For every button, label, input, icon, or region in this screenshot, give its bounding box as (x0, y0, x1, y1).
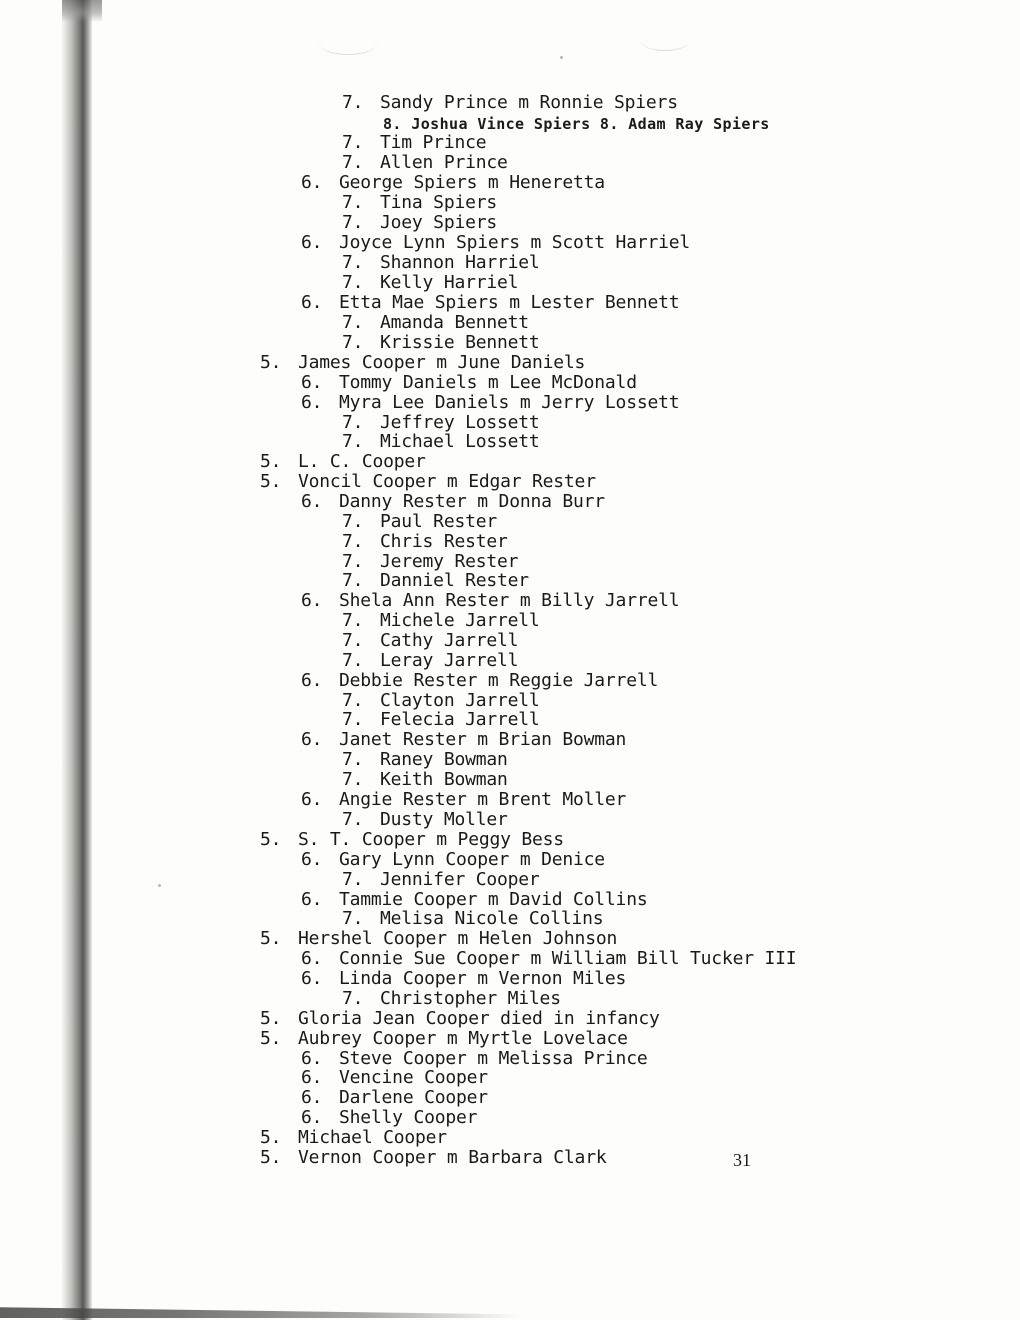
entry-text: Shannon Harriel (380, 252, 540, 273)
generation-number: 7. (342, 332, 364, 353)
generation-number: 7. (342, 908, 364, 929)
entry-text: Vencine Cooper (339, 1067, 488, 1088)
list-item (260, 1029, 628, 1049)
generation-number: 5. (260, 1028, 282, 1049)
list-item (342, 770, 508, 790)
list-item (301, 1068, 488, 1088)
generation-number: 7. (342, 192, 364, 213)
generation-number: 7. (342, 431, 364, 452)
entry-text: Janet Rester m Brian Bowman (339, 729, 627, 750)
generation-number: 7. (342, 749, 364, 770)
list-item (260, 830, 564, 850)
list-item (301, 850, 605, 870)
list-item (342, 552, 518, 572)
generation-number: 6. (301, 849, 323, 870)
generation-number: 7. (342, 650, 364, 671)
scan-speck (158, 884, 161, 887)
list-item (342, 710, 540, 730)
entry-text: Linda Cooper m Vernon Miles (339, 968, 627, 989)
list-item (342, 909, 603, 929)
scan-mark (640, 30, 690, 51)
generation-number: 5. (260, 471, 282, 492)
entry-text: Myra Lee Daniels m Jerry Lossett (339, 392, 680, 413)
list-item (342, 611, 540, 631)
list-item (342, 333, 540, 353)
entry-text: Danny Rester m Donna Burr (339, 491, 605, 512)
generation-number: 7. (342, 132, 364, 153)
generation-number: 7. (342, 312, 364, 333)
entry-text: Angie Rester m Brent Moller (339, 789, 627, 810)
list-item (260, 452, 426, 472)
list-item (260, 929, 617, 949)
generation-number: 7. (342, 769, 364, 790)
entry-text: Gloria Jean Cooper died in infancy (298, 1008, 660, 1029)
entry-text: Felecia Jarrell (380, 709, 540, 730)
generation-number: 7. (342, 511, 364, 532)
entry-text: Vernon Cooper m Barbara Clark (298, 1147, 607, 1168)
entry-text: Shelly Cooper (339, 1107, 478, 1128)
entry-text: Joshua Vince Spiers 8. Adam Ray Spiers (411, 115, 770, 133)
list-item (301, 293, 679, 313)
entry-text: Jeremy Rester (380, 551, 519, 572)
generation-number: 7. (342, 809, 364, 830)
list-item (301, 1108, 477, 1128)
generation-number: 6. (301, 232, 323, 253)
generation-number: 7. (342, 610, 364, 631)
list-item (301, 949, 796, 969)
generation-number: 6. (301, 1048, 323, 1069)
generation-number: 7. (342, 630, 364, 651)
generation-number: 7. (342, 551, 364, 572)
entry-text: Raney Bowman (380, 749, 508, 770)
list-item (342, 133, 486, 153)
list-item (301, 1088, 488, 1108)
list-item (301, 790, 626, 810)
list-item (342, 571, 529, 591)
generation-number: 8. (383, 115, 402, 133)
generation-number: 6. (301, 172, 323, 193)
list-item (342, 512, 497, 532)
entry-text: Dusty Moller (380, 809, 508, 830)
entry-text: Hershel Cooper m Helen Johnson (298, 928, 618, 949)
generation-number: 7. (342, 709, 364, 730)
generation-number: 5. (260, 928, 282, 949)
entry-text: Melisa Nicole Collins (380, 908, 604, 929)
entry-text: Krissie Bennett (380, 332, 540, 353)
entry-text: Joey Spiers (380, 212, 498, 233)
page-number: 31 (733, 1150, 751, 1170)
binding-shadow-top (62, 0, 102, 22)
generation-number: 6. (301, 372, 323, 393)
generation-number: 6. (301, 789, 323, 810)
list-item (342, 313, 529, 333)
generation-number: 7. (342, 152, 364, 173)
entry-text: S. T. Cooper m Peggy Bess (298, 829, 564, 850)
generation-number: 5. (260, 829, 282, 850)
list-item (342, 193, 497, 213)
entry-text: Aubrey Cooper m Myrtle Lovelace (298, 1028, 628, 1049)
entry-text: Cathy Jarrell (380, 630, 519, 651)
entry-text: Michele Jarrell (380, 610, 540, 631)
generation-number: 7. (342, 869, 364, 890)
entry-text: James Cooper m June Daniels (298, 352, 586, 373)
entry-text: Darlene Cooper (339, 1087, 488, 1108)
list-item (342, 213, 497, 233)
generation-number: 7. (342, 252, 364, 273)
list-item (383, 114, 770, 134)
generation-number: 5. (260, 1147, 282, 1168)
list-item (342, 691, 540, 711)
entry-text: Sandy Prince m Ronnie Spiers (380, 92, 678, 113)
list-item (260, 353, 585, 373)
generation-number: 5. (260, 451, 282, 472)
list-item (301, 173, 605, 193)
list-item (342, 750, 508, 770)
entry-text: Tina Spiers (380, 192, 498, 213)
generation-number: 6. (301, 670, 323, 691)
entry-text: Michael Cooper (298, 1127, 447, 1148)
list-item (260, 472, 596, 492)
list-item (301, 969, 626, 989)
list-item (342, 273, 518, 293)
generation-number: 7. (342, 412, 364, 433)
list-item (342, 870, 540, 890)
entry-text: Etta Mae Spiers m Lester Bennett (339, 292, 680, 313)
generation-number: 6. (301, 968, 323, 989)
entry-text: Joyce Lynn Spiers m Scott Harriel (339, 232, 691, 253)
binding-shadow (62, 0, 92, 1320)
entry-text: Michael Lossett (380, 431, 540, 452)
list-item (301, 393, 679, 413)
entry-text: Paul Rester (380, 511, 498, 532)
entry-text: Tim Prince (380, 132, 487, 153)
generation-number: 6. (301, 392, 323, 413)
entry-text: Clayton Jarrell (380, 690, 540, 711)
generation-number: 6. (301, 948, 323, 969)
list-item (342, 532, 508, 552)
generation-number: 7. (342, 272, 364, 293)
list-item (301, 492, 605, 512)
generation-number: 5. (260, 1127, 282, 1148)
scan-speck (560, 56, 563, 59)
generation-number: 6. (301, 491, 323, 512)
entry-text: Allen Prince (380, 152, 508, 173)
entry-text: Tommy Daniels m Lee McDonald (339, 372, 637, 393)
list-item (301, 1049, 647, 1069)
list-item (342, 432, 540, 452)
entry-text: Debbie Rester m Reggie Jarrell (339, 670, 659, 691)
list-item (342, 253, 540, 273)
entry-text: Danniel Rester (380, 570, 529, 591)
entry-text: Keith Bowman (380, 769, 508, 790)
generation-number: 6. (301, 1107, 323, 1128)
entry-text: Christopher Miles (380, 988, 561, 1009)
entry-text: Jennifer Cooper (380, 869, 540, 890)
entry-text: Kelly Harriel (380, 272, 519, 293)
list-item (342, 413, 540, 433)
generation-number: 5. (260, 352, 282, 373)
list-item (260, 1148, 606, 1168)
entry-text: Jeffrey Lossett (380, 412, 540, 433)
generation-number: 7. (342, 570, 364, 591)
list-item (301, 233, 690, 253)
generation-number: 7. (342, 212, 364, 233)
entry-text: Voncil Cooper m Edgar Rester (298, 471, 596, 492)
generation-number: 7. (342, 92, 364, 113)
entry-text: George Spiers m Heneretta (339, 172, 605, 193)
entry-text: Tammie Cooper m David Collins (339, 889, 648, 910)
list-item (301, 373, 637, 393)
list-item (301, 730, 626, 750)
list-item (342, 93, 678, 113)
entry-text: Leray Jarrell (380, 650, 519, 671)
generation-number: 6. (301, 1067, 323, 1088)
entry-text: Connie Sue Cooper m William Bill Tucker III (339, 948, 797, 969)
generation-number: 6. (301, 292, 323, 313)
entry-text: Steve Cooper m Melissa Prince (339, 1048, 648, 1069)
generation-number: 6. (301, 889, 323, 910)
generation-number: 6. (301, 729, 323, 750)
scan-mark (318, 30, 378, 55)
generation-number: 6. (301, 1087, 323, 1108)
generation-number: 7. (342, 531, 364, 552)
list-item (260, 1009, 660, 1029)
list-item (342, 810, 508, 830)
list-item (342, 631, 518, 651)
entry-text: Amanda Bennett (380, 312, 529, 333)
list-item (342, 651, 518, 671)
entry-text: L. C. Cooper (298, 451, 426, 472)
list-item (342, 153, 508, 173)
generation-number: 6. (301, 590, 323, 611)
list-item (301, 890, 647, 910)
generation-number: 7. (342, 988, 364, 1009)
list-item (260, 1128, 447, 1148)
list-item (301, 591, 679, 611)
generation-number: 5. (260, 1008, 282, 1029)
generation-number: 7. (342, 690, 364, 711)
entry-text: Gary Lynn Cooper m Denice (339, 849, 605, 870)
entry-text: Shela Ann Rester m Billy Jarrell (339, 590, 680, 611)
list-item (342, 989, 561, 1009)
entry-text: Chris Rester (380, 531, 508, 552)
list-item (301, 671, 658, 691)
